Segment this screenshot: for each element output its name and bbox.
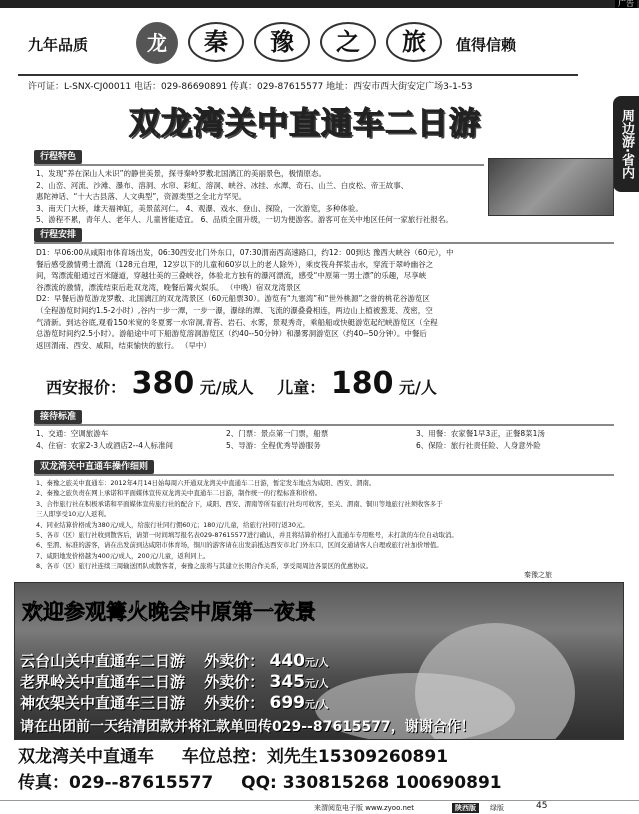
section-title-standards: 接待标准	[34, 410, 82, 424]
route-row	[20, 692, 329, 713]
footer-edition: 陕西版	[452, 803, 479, 813]
rule-item: 8、各市（区）旅行社连续三周输送团队或散客者，秦豫之旅将与其建立长期合作关系，享受周周边各景区的优惠协议。	[36, 562, 373, 571]
standards-row	[36, 440, 616, 452]
contact-qq: QQ: 330815268 100690891	[241, 773, 502, 793]
price-label-xian: 西安报价：	[46, 378, 127, 397]
rules-list	[36, 478, 626, 572]
standard-item: 4、住宿：农家2-3人或酒店2--4人标准间	[36, 440, 173, 450]
rule-item: 5、各市（区）旅行社收到散客后，请第一时间填写报名表029-87615577进行确认，并且将结算价格打入直通车专用账号，未打款的车位自动取消。	[36, 531, 458, 540]
photo-caption: 秦豫之旅	[524, 571, 552, 579]
header	[18, 20, 578, 76]
itinerary-line: 餐后感受激情勇士漂流（128元自理，12岁以下的儿童和60岁以上的老人除外），乘皮筏舟挥浆击水，穿流于翠岭幽谷之	[36, 259, 434, 269]
route-label: 外卖价：	[204, 652, 265, 670]
contact-fax: 传真：029--87615577	[18, 773, 214, 793]
features-list	[36, 168, 486, 226]
side-tab: 周边游·省内	[613, 96, 639, 192]
feature-item: 1、发现“养在深山人未识”的静世美景，探寻秦岭罗敷北国漓江的美丽景色，极情原态。	[36, 169, 327, 178]
itinerary-line: D1：早06:00从咸阳市体育场出发，06:30西安北门外东口，07:30渭南西高速路口，约12：00到达 豫西大峡谷（60元），中	[36, 248, 454, 257]
adult-unit: 元/成人	[199, 378, 254, 397]
contact-person: 车位总控：刘先生15309260891	[181, 747, 449, 767]
itinerary-line: 气清新。到达谷底,观看150米宽的冬夏雾一水帘洞,青苔、岩石、水雾，景观秀奇，乘船船或快艇游览起纪峡游览区（全程	[36, 317, 438, 327]
route-unit: 元/人	[305, 700, 329, 711]
feature-item: 3、南天门大桥，雄天福神缸，美景蓝河仁。 4、观瀑、戏水、登山、探险，一次游览，多种体验。	[36, 203, 363, 213]
divider	[34, 164, 484, 166]
divider	[34, 474, 614, 476]
itinerary-line: 间，驾漂流船通过百米隧道，穿越壮美的三叠峡谷，体验北方独有的瀑河漂流，感受“中原第一男士漂”的乐趣，尽享峡	[36, 271, 427, 281]
route-unit: 元/人	[305, 679, 329, 690]
payment-notice: 请在出团前一天结清团款并将汇款单回传029--87615577，谢谢合作！	[20, 719, 475, 735]
standard-item: 1、交通：空调旅游车	[36, 429, 109, 438]
footer-edition-2: 绿版	[490, 804, 504, 812]
rule-item: 7、咸阳地发价格越为400元/成人，200元/儿童，返利同上。	[36, 551, 210, 560]
brand-char: 之	[320, 22, 376, 62]
route-row	[20, 650, 329, 671]
section-title-features: 行程特色	[34, 150, 82, 164]
route-label: 外卖价：	[204, 694, 265, 712]
route-price: 440	[269, 651, 305, 671]
section-title-rules: 双龙湾关中直通车操作细则	[34, 460, 154, 474]
brand-logo: 龙	[136, 22, 178, 64]
standards-row	[36, 428, 616, 440]
top-bar	[0, 0, 639, 8]
rule-item: 4、同业结算价格成为380元/成人，给旅行社同行佣60元；180元/儿童，给旅行社同行返30元。	[36, 520, 309, 529]
slogan-left: 九年品质	[28, 36, 89, 54]
divider	[34, 424, 614, 426]
page-title: 双龙湾关中直通车二日游	[129, 106, 481, 142]
itinerary-line: 返回渭南、西安、咸阳，结束愉快的旅行。 （早中）	[36, 340, 211, 350]
itinerary-line: 谷漂流的激情，漂流结束后赴双龙湾，晚餐后篝火娱乐。 （中晚）宿双龙湾景区	[36, 282, 301, 292]
ad-tag: 广告	[615, 0, 637, 8]
rule-item: 三人即享受10元/人返利。	[36, 510, 111, 519]
feature-item: 2、山峦、河流、沙滩、瀑布、溶洞、水帘、彩虹、溶洞、峡谷、冰挂、水潭、奇石、山兰、白皮松、帝王故事、	[36, 180, 409, 190]
route-price: 699	[269, 693, 305, 713]
price-row	[46, 366, 437, 401]
slogan-right: 值得信赖	[456, 36, 517, 54]
route-unit: 元/人	[305, 658, 329, 669]
standard-item: 3、用餐：农家餐1早3正，正餐8菜1汤	[416, 429, 545, 438]
contact-line-1	[18, 742, 448, 767]
feature-item: 5、游程不累，青年人、老年人、儿童皆能适宜。 6、品质全面升级，一切为便游客。游客可在关中地区任何一家旅行社报名。	[36, 215, 453, 225]
brand-char: 秦	[188, 22, 244, 62]
page-number: 45	[536, 801, 548, 811]
license-line: 许可证：L-SNX-CJ00011 电话：029-86690891 传真：029-87615577 地址：西安市西大街安定广场3-1-53	[28, 82, 473, 92]
standard-item: 2、门票：景点第一门票，船票	[226, 429, 329, 438]
welcome-banner: 欢迎参观篝火晚会中原第一夜景	[22, 600, 316, 624]
rule-item: 6、至渭、标准的游客，请在出发前到达咸阳市体育场，铜川的游客请在出发前抵达西安市北门外东口，区间交通请客人自理或旅行社加价增值。	[36, 541, 443, 550]
rule-item: 1、秦豫之旅关中直通车：2012年4月14日始每周六开通双龙湾关中直通车二日游，暂定发车地点为咸阳、西安、渭南。	[36, 479, 376, 487]
brand-char: 旅	[386, 22, 442, 62]
adult-price: 380	[131, 366, 195, 401]
standard-item: 5、导游：全程优秀导游服务	[226, 440, 321, 450]
rule-item: 2、秦豫之旅负责在网上承诺和平面媒体宣传双龙湾关中直通车二日游，制作统一的行程标准和价格。	[36, 489, 322, 498]
feature-item: 惠陀神话、“十大古县落、人文典型”，资源类型之全北方罕见。	[36, 192, 247, 202]
price-label-child: 儿童：	[277, 378, 326, 397]
itinerary-line: D2：早餐后游览游龙罗敷、北国漓江的双龙湾景区（60元船票30）。游览有“九塞湾”和“世外桃源”之誉的桃花谷游览区	[36, 294, 430, 304]
route-price: 345	[269, 672, 305, 692]
itinerary-list	[36, 247, 616, 351]
itinerary-line: 总游览时间约2.5小时）。游船途中可下船游览溶洞游览区（约40--50分钟）和瀑雾洞游览区（约40--50分钟）。中餐后	[36, 329, 427, 339]
scenic-photo	[488, 158, 614, 216]
route-row	[20, 671, 329, 692]
rule-item: 3、合作旅行社在积极承诺和平面媒体宣传旅行社的配合下，咸阳、西安、渭南等所有旅行社均可收客，至关、渭南、铜川等地旅行社须收客多于	[36, 499, 443, 508]
route-name: 神农架关中直通车三日游	[20, 694, 186, 712]
itinerary-line: （全程游览时间约1.5-2小时）,谷内一步一潭，一步一瀑，瀑绿的潭、飞流的瀑叠叠相连，两边山上植被葱茏、茂密，空	[36, 305, 433, 315]
standard-item: 6、保险：旅行社责任险、人身意外险	[416, 440, 541, 450]
child-price: 180	[330, 366, 394, 401]
standards-table	[36, 428, 616, 451]
child-unit: 元/人	[399, 378, 437, 397]
contact-line-2	[18, 768, 502, 793]
route-name: 老界岭关中直通车二日游	[20, 673, 186, 691]
route-label: 外卖价：	[204, 673, 265, 691]
divider	[34, 242, 614, 244]
contact-product: 双龙湾关中直通车	[18, 747, 154, 767]
brand-name	[188, 22, 442, 62]
section-title-itinerary: 行程安排	[34, 228, 82, 242]
brand-char: 豫	[254, 22, 310, 62]
route-name: 云台山关中直通车二日游	[20, 652, 186, 670]
footer-text: 来渭阅览电子版 www.zyoo.net	[314, 804, 414, 812]
